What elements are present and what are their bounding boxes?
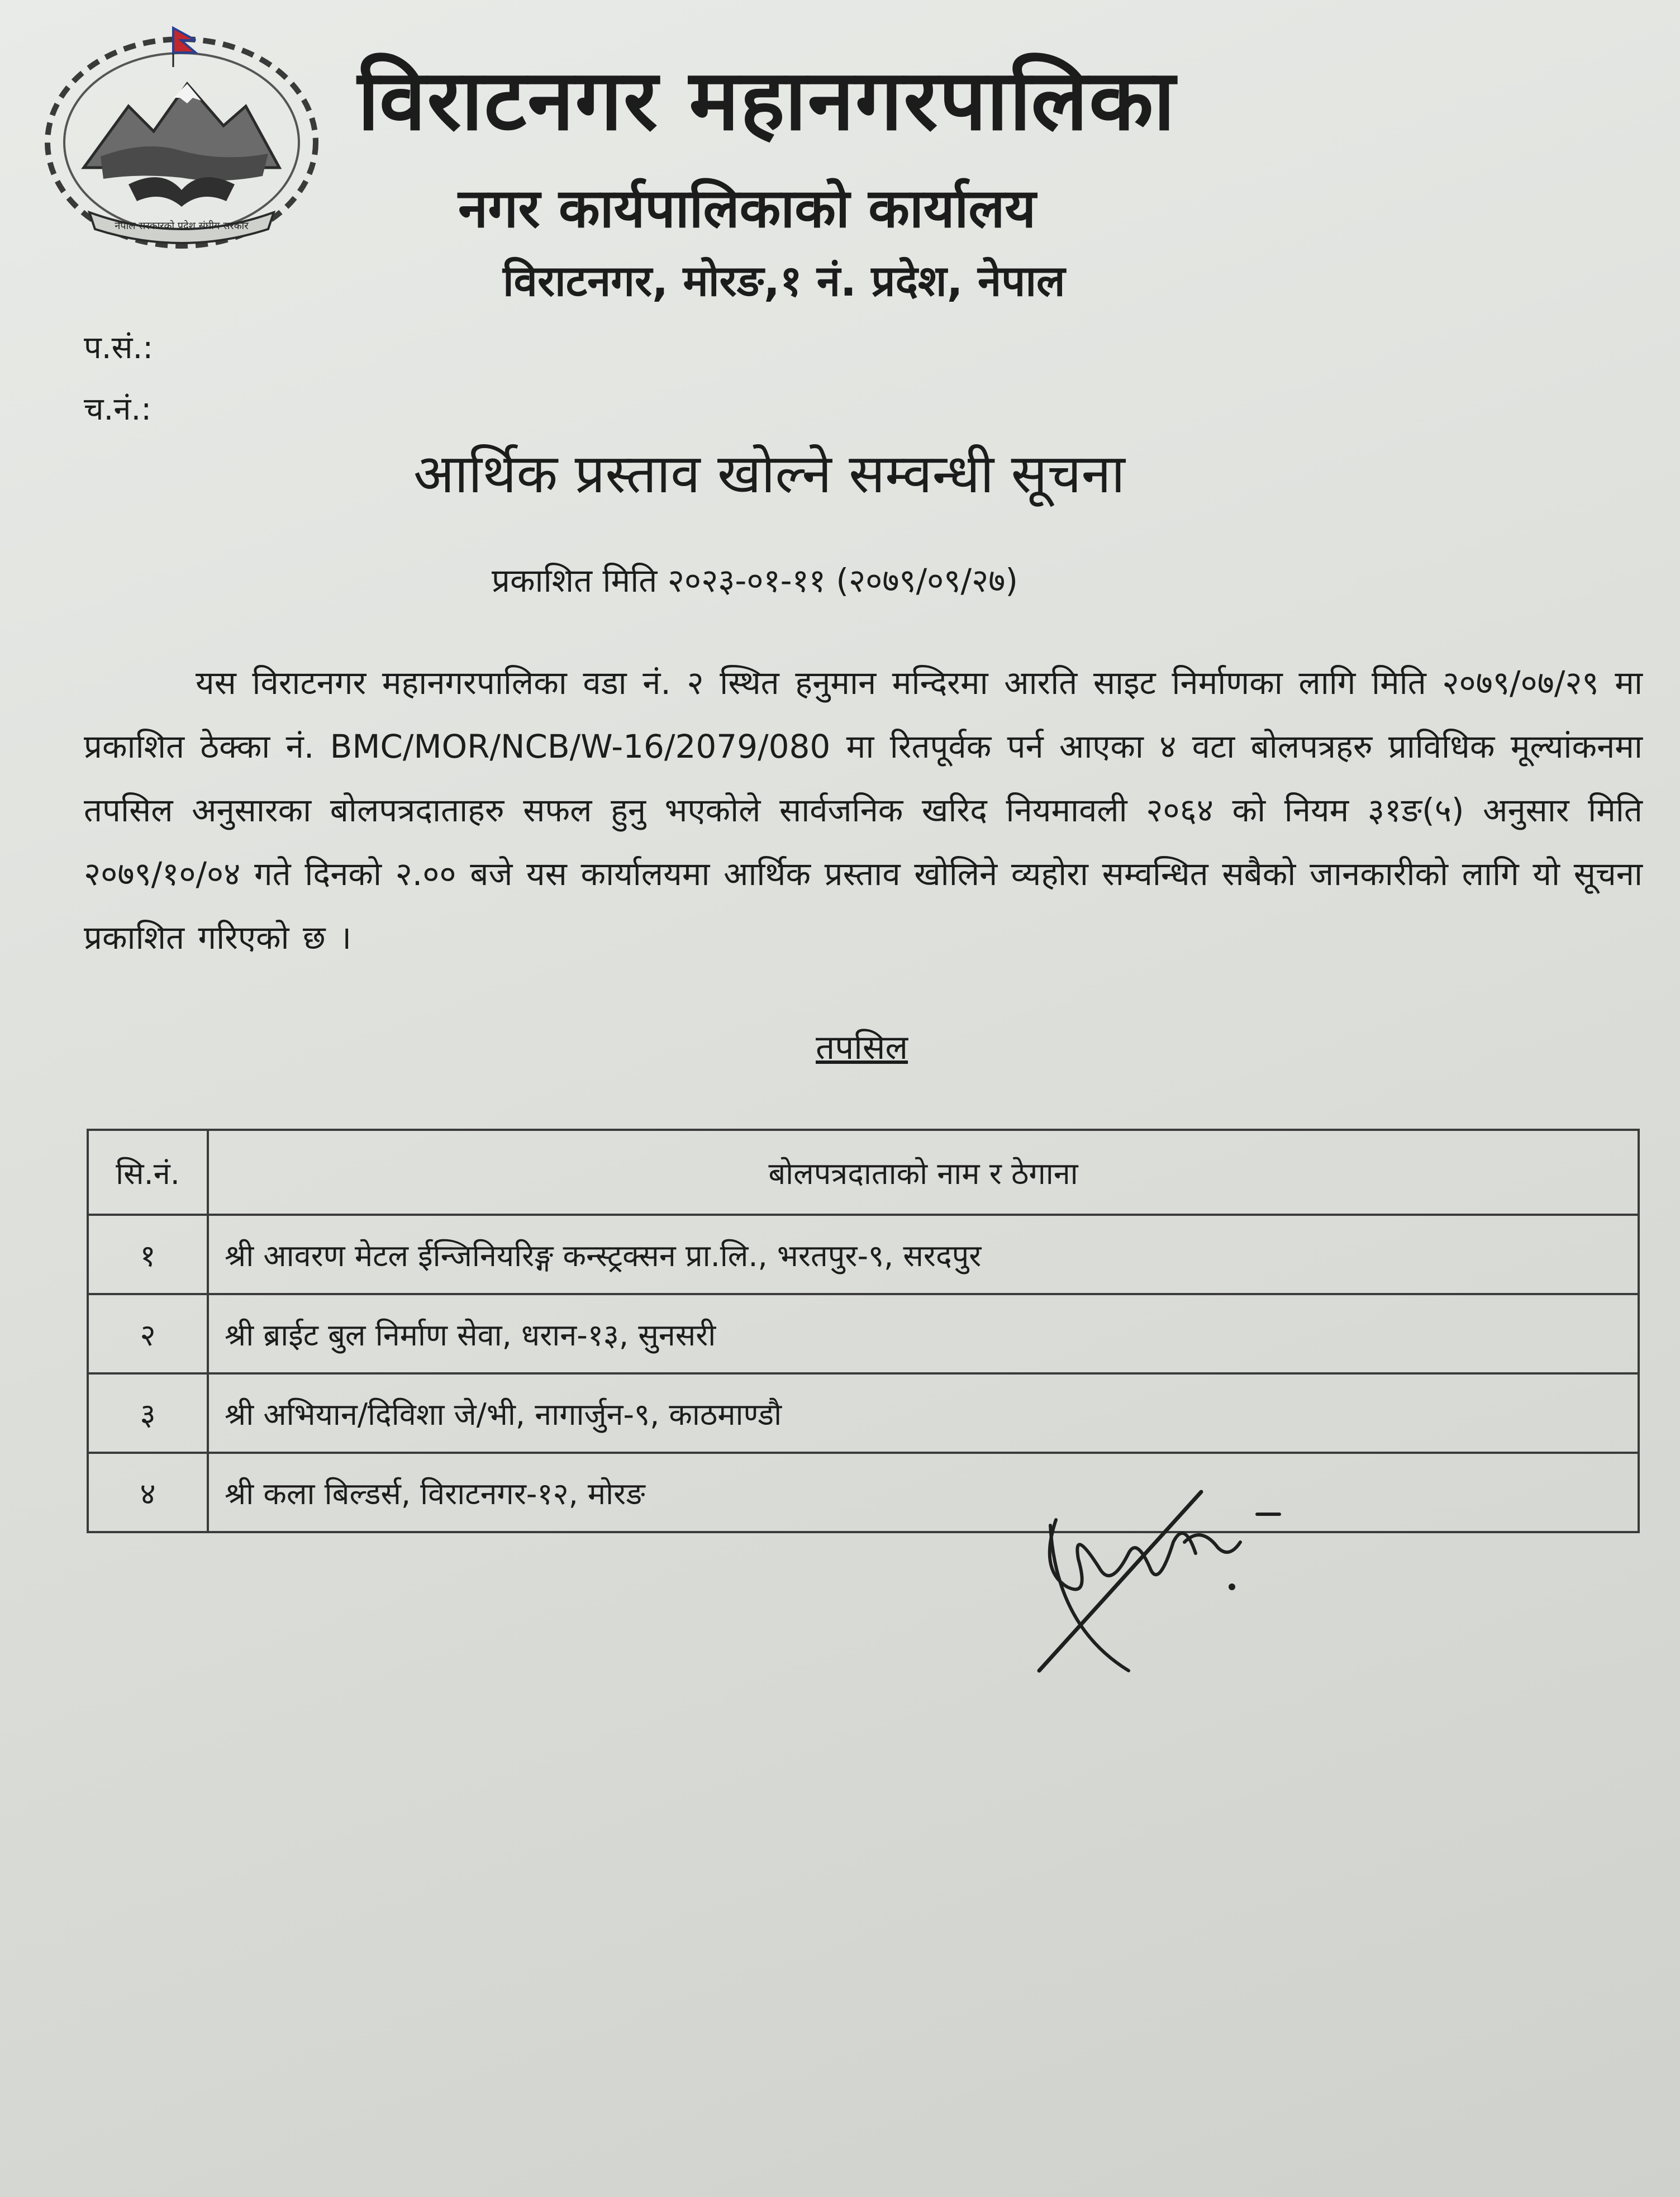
row-serial: १ [88,1215,208,1294]
row-bidder-name: श्री ब्राईट बुल निर्माण सेवा, धरान-१३, सुनसरी [208,1294,1639,1373]
row-serial: २ [88,1294,208,1373]
table-row [88,1453,1639,1532]
office-name: नगर कार्यपालिकाको कार्यालय [458,177,1036,240]
signature-mark [1017,1458,1307,1693]
notice-title: आर्थिक प्रस्ताव खोल्ने सम्वन्धी सूचना [413,443,1125,505]
chalani-number-label: च.नं.: [84,391,152,427]
row-bidder-name: श्री कला बिल्डर्स, विराटनगर-१२, मोरङ [208,1453,1639,1532]
schedule-heading: तपसिल [816,1028,908,1067]
office-address: विराटनगर, मोरङ,१ नं. प्रदेश, नेपाल [503,256,1065,306]
column-header-bidder: बोलपत्रदाताको नाम र ठेगाना [208,1130,1639,1215]
emblem-banner-text: नेपाल सरकारको प्रदेश संघीय सरकार [115,220,249,232]
table-row [88,1294,1639,1373]
bidders-table [87,1129,1640,1533]
row-bidder-name: श्री अभियान/दिविशा जे/भी, नागार्जुन-९, काठमाण्डौ [208,1373,1639,1453]
table-header-row [88,1130,1639,1215]
column-header-serial: सि.नं. [88,1130,208,1215]
patra-sankhya-label: प.सं.: [84,330,154,366]
municipality-title: विराटनगर महानगरपालिका [358,52,1177,149]
table-row [88,1215,1639,1294]
row-bidder-name: श्री आवरण मेटल ईन्जिनियरिङ्ग कन्स्ट्रक्सन प्रा.लि., भरतपुर-९, सरदपुर [208,1215,1639,1294]
nepal-emblem-icon [34,22,330,257]
notice-body: यस विराटनगर महानगरपालिका वडा नं. २ स्थित हनुमान मन्दिरमा आरति साइट निर्माणका लागि मिति २०७९/०७/२९ मा प्रकाशित ठेक्का नं. BMC/MOR/NCB/W-16/2079/080 मा रितपूर्वक पर्न आएका ४ वटा बोलपत्रहरु प्राविधिक मूल्यांकनमा तपसिल अनुसारका बोलपत्रदाताहरु सफल हुनु भएकोले सार्वजनिक खरिद नियमावली २०६४ को नियम ३१ङ(५) अनुसार मिति २०७९/१०/०४ गते दिनको २.०० बजे यस कार्यालयमा आर्थिक प्रस्ताव खोलिने व्यहोरा सम्वन्धित सबैको जानकारीको लागि यो सूचना प्रकाशित गरिएको छ । [84,664,1643,957]
row-serial: ४ [88,1453,208,1532]
published-date: प्रकाशित मिति २०२३-०१-११ (२०७९/०९/२७) [492,562,1018,600]
row-serial: ३ [88,1373,208,1453]
table-row [88,1373,1639,1453]
